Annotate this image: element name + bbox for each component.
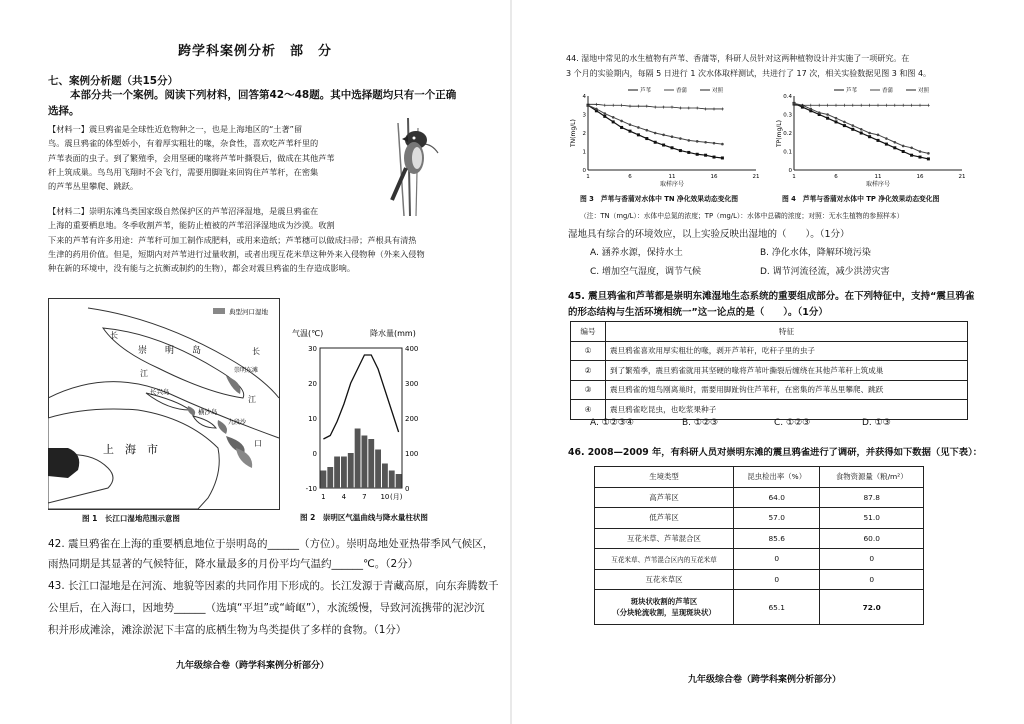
map-label-jiang-2: 江	[248, 395, 256, 404]
q45-option-b: B. ①②③	[682, 418, 719, 428]
map-label-chongming: 崇 明 岛	[138, 346, 202, 356]
data-point	[620, 104, 623, 107]
map-label-kou: 口	[254, 439, 262, 448]
data-point	[595, 108, 598, 111]
data-point	[902, 150, 905, 153]
data-point	[603, 115, 606, 118]
temperature-line	[323, 355, 398, 439]
table-cell: 低芦苇区	[595, 508, 734, 529]
map-label-chang: 长	[110, 331, 118, 340]
precip-bar	[362, 436, 368, 489]
table-header-cell: 食物资源量（粮/m²）	[820, 467, 924, 488]
map-label-hengsha: 横沙岛	[198, 408, 218, 416]
material-1-line: 【材料一】震旦鸦雀是全球性近危物种之一，也是上海地区的“土著”留	[48, 124, 303, 134]
table-cell	[595, 590, 734, 625]
right-footer: 九年级综合卷（跨学科案例分析部分）	[688, 675, 842, 685]
material-2	[48, 204, 468, 276]
y-tick-label-left: 30	[308, 345, 317, 353]
material-1-line: 鸟。震旦鸦雀的体型娇小，有着厚实粗壮的喙，杂食性，喜欢吃芦苇秆里的	[48, 138, 319, 149]
x-tick-label: 7	[362, 493, 367, 501]
y-tick-label: 0.3	[783, 112, 792, 119]
precip-bar	[355, 429, 361, 489]
data-point	[662, 134, 665, 137]
data-point	[704, 154, 707, 157]
q42-line-2: 雨热同期是其显著的气候特征，降水量最多的月份平均气温约______℃。（2分）	[48, 558, 419, 570]
data-point	[704, 107, 707, 110]
table-cell: ②	[571, 361, 606, 381]
data-point	[629, 123, 632, 126]
table-cell: ③	[571, 380, 606, 400]
x-tick-label: 16	[710, 174, 718, 180]
q44-option-c: C. 增加空气湿度，调节气候	[590, 267, 702, 277]
data-point	[835, 117, 838, 120]
x-tick-label: 21	[752, 174, 760, 180]
q44-question: 湿地具有综合的环境效应，以上实验反映出湿地的（ ）。（1分）	[568, 229, 850, 240]
data-point	[721, 143, 724, 146]
data-point	[671, 135, 674, 138]
y-tick-label: 0.4	[783, 94, 792, 100]
data-point	[852, 124, 855, 127]
intro-line-2: 选择。	[48, 105, 80, 117]
y-axis-title: TN(mg/L)	[570, 119, 577, 147]
x-axis-title: (月)	[390, 493, 403, 501]
y-tick-label: 0	[582, 168, 586, 174]
data-point	[687, 151, 690, 154]
x-tick-label: 1	[321, 493, 326, 501]
map-label-chang-2: 长	[252, 347, 260, 356]
q44-line-1: 44. 湿地中常见的水生植物有芦苇、香蒲等，科研人员针对这两种植物设计并实施了一项研究。在	[566, 54, 910, 63]
x-tick-label: 6	[834, 174, 838, 180]
legend-label: 芦苇	[640, 88, 652, 94]
data-point	[919, 156, 922, 159]
data-point	[927, 152, 930, 155]
data-point	[679, 137, 682, 140]
data-point	[877, 139, 880, 142]
data-point	[654, 106, 657, 109]
data-point	[919, 104, 922, 107]
map-caption: 图 1 长江口湿地范围示意图	[82, 514, 180, 523]
data-point	[885, 143, 888, 146]
data-point	[713, 107, 716, 110]
data-point	[894, 141, 897, 144]
table-row	[571, 400, 968, 420]
data-point	[721, 107, 724, 110]
data-point	[868, 132, 871, 135]
x-axis-title: 取样序号	[659, 181, 685, 188]
x-tick-label: 6	[628, 174, 632, 180]
data-point	[645, 105, 648, 108]
data-point	[910, 147, 913, 150]
table-row	[571, 361, 968, 381]
x-tick-label: 10	[380, 493, 390, 501]
y-tick-label: 1	[582, 149, 586, 156]
data-point	[843, 121, 846, 124]
table-cell: 高芦苇区	[595, 487, 734, 508]
section-heading: 七、案例分析题（共15分）	[48, 75, 179, 87]
data-point	[860, 132, 863, 135]
data-point	[860, 104, 863, 107]
x-tick-label: 1	[586, 174, 590, 180]
page-title: 跨学科案例分析 部 分	[178, 44, 333, 59]
table-row	[595, 508, 924, 529]
table-row	[595, 549, 924, 570]
data-point	[612, 120, 615, 123]
legend-label: 芦苇	[846, 88, 858, 94]
data-point	[620, 126, 623, 129]
legend-label: 对照	[712, 88, 724, 94]
data-point	[893, 104, 896, 107]
material-1-line: 芦苇表面的虫子。到了繁殖季，会用坚硬的喙将芦苇叶撕裂后，做成在其他芦苇	[48, 152, 335, 163]
table-cell: 57.0	[734, 508, 820, 529]
legend-label: 对照	[918, 88, 930, 94]
material-2-line: 生津的药用价值。但是，短期内对芦苇进行过量收割，或者出现互花米草这种外来入侵物种（外来入侵物	[48, 249, 425, 260]
y-tick-label-right: 300	[405, 380, 419, 388]
data-point	[629, 105, 632, 108]
table-cell-line: （分块轮流收割，呈现斑块状）	[612, 608, 716, 617]
table-cell: 互花米草、芦苇混合区	[595, 528, 734, 549]
y-tick-label-left: 20	[308, 380, 317, 388]
precip-bar	[375, 450, 381, 489]
data-point	[826, 113, 829, 116]
right-page	[512, 0, 1024, 724]
table-cell: 85.6	[734, 528, 820, 549]
data-point	[809, 104, 812, 107]
y-tick-label-right: 100	[405, 450, 419, 458]
map-label-changxing: 长兴岛	[150, 388, 170, 396]
table-header-cell: 生境类型	[595, 467, 734, 488]
data-point	[868, 135, 871, 138]
left-footer: 九年级综合卷（跨学科案例分析部分）	[176, 661, 330, 671]
table-cell: 互花米草、芦苇混合区内的互花米草	[595, 549, 734, 570]
y-tick-label: 0.1	[783, 149, 792, 156]
y-axis-title-right: 降水量(mm)	[370, 329, 416, 338]
data-point	[654, 132, 657, 135]
y-tick-label-right: 200	[405, 415, 419, 423]
table-header-cell: 特征	[606, 322, 968, 342]
table-cell: ④	[571, 400, 606, 420]
data-point	[687, 107, 690, 110]
data-point	[671, 106, 674, 109]
material-2-line: 种在新的环境中，没有能与之抗衡或制约的生物），都会对震旦鸦雀的生存造成影响。	[48, 263, 356, 274]
table-cell: 0	[734, 569, 820, 590]
material-1-line: 的芦苇丛里攀爬、跳跃。	[48, 181, 139, 192]
precip-bar	[334, 457, 340, 489]
table-cell: 震旦鸦雀喜欢用厚实粗壮的喙，剥开芦苇秆，吃秆子里的虫子	[606, 341, 968, 361]
y-tick-label-right: 0	[405, 485, 410, 493]
table-cell-line: 斑块状收割的芦苇区	[630, 597, 698, 606]
data-point	[902, 145, 905, 148]
figure-note: （注：TN（mg/L）：水体中总氮的浓度；TP（mg/L）：水体中总磷的浓度；对照：无水生植物的参照样本）	[580, 212, 904, 220]
y-tick-label: 4	[582, 94, 586, 100]
q42-line-1: 42. 震旦鸦雀在上海的重要栖息地位于崇明岛的______（方位）。崇明岛地处亚热带季风气候区，	[48, 538, 494, 550]
q45-option-d: D. ①③	[862, 418, 891, 428]
q44-option-b: B. 净化水体，降解环境污染	[760, 248, 871, 258]
x-tick-label: 16	[916, 174, 924, 180]
q46-table	[594, 466, 924, 625]
table-cell: 震旦鸦雀吃昆虫，也吃浆果种子	[606, 400, 968, 420]
fig4-caption: 图 4 芦苇与香蒲对水体中 TP 净化效果动态变化图	[782, 195, 940, 203]
data-point	[868, 104, 871, 107]
data-point	[843, 104, 846, 107]
legend-label: 香蒲	[676, 88, 688, 94]
legend-label: 香蒲	[882, 88, 894, 94]
data-point	[818, 111, 821, 114]
y-tick-label-left: 10	[308, 415, 317, 423]
table-header-row	[595, 467, 924, 488]
table-cell: 64.0	[734, 487, 820, 508]
q43-line-2: 公里后，在入海口，因地势______（选填“平坦”或“崎岖”），水流缓慢，导致河流携带的泥沙沉	[48, 602, 485, 614]
map-label-shanghai: 上 海 市	[103, 443, 158, 456]
data-point	[877, 134, 880, 137]
table-cell: 60.0	[820, 528, 924, 549]
table-row	[595, 487, 924, 508]
data-point	[704, 141, 707, 144]
precip-bar	[321, 471, 327, 489]
tn-chart	[568, 84, 764, 190]
material-2-line: 下来的芦苇有许多用途：芦苇秆可加工制作成肥料，或用来造纸；芦苇穗可以做成扫帚；芦根具有清热	[48, 234, 417, 245]
climate-chart	[290, 326, 430, 510]
material-1	[48, 122, 364, 194]
data-point	[595, 103, 598, 106]
data-point	[612, 116, 615, 119]
precip-bar	[327, 467, 333, 488]
data-point	[877, 104, 880, 107]
table-row	[595, 528, 924, 549]
x-tick-label: 21	[958, 174, 966, 180]
table-cell: 51.0	[820, 508, 924, 529]
y-tick-label: 2	[582, 131, 586, 137]
y-tick-label-right: 400	[405, 345, 419, 353]
data-point	[826, 104, 829, 107]
data-point	[662, 144, 665, 147]
table-cell: 72.0	[820, 590, 924, 625]
q45-table	[570, 321, 968, 420]
data-point	[612, 104, 615, 107]
y-tick-label: 0	[788, 168, 792, 174]
material-1-line: 秆上筑成巢。鸟鸟用飞翔时不会飞行，需要用脚趾来回钩住芦苇秆，在密集	[48, 167, 319, 178]
data-point	[810, 108, 813, 111]
precip-bar	[348, 453, 354, 488]
q44-option-a: A. 涵养水源，保持水土	[590, 248, 683, 258]
table-cell: 0	[734, 549, 820, 570]
q45-option-c: C. ①②③	[774, 418, 811, 428]
data-point	[604, 112, 607, 115]
data-point	[679, 107, 682, 110]
data-point	[919, 150, 922, 153]
y-axis-title: TP(mg/L)	[776, 120, 783, 147]
table-cell: 0	[820, 569, 924, 590]
map-label-jiuduan: 九段沙	[228, 419, 247, 426]
q43-line-3: 积并形成滩涂，滩涂淤泥下丰富的底栖生物为鸟类提供了多样的食物。（1分）	[48, 624, 407, 636]
table-cell: ①	[571, 341, 606, 361]
yangtze-estuary-map	[48, 298, 280, 510]
q46-line: 46. 2008—2009 年，有科研人员对崇明东滩的震旦鸦雀进行了调研，并获得如下数据（见下表）：	[568, 447, 983, 458]
precip-bar	[389, 471, 395, 489]
table-header-cell: 昆虫检出率（%）	[734, 467, 820, 488]
series-line	[588, 105, 722, 158]
x-tick-label: 11	[668, 174, 676, 180]
y-tick-label: 3	[582, 112, 586, 119]
q45-line-2: 的形态结构与生活环境相统一”这一论点的是（ ）。（1分）	[568, 307, 828, 318]
x-axis-title: 取样序号	[865, 181, 891, 188]
precip-bar	[382, 464, 388, 489]
data-point	[603, 104, 606, 107]
data-point	[835, 120, 838, 123]
material-2-line: 【材料二】崇明东滩鸟类国家级自然保护区的芦苇沼泽湿地，是震旦鸦雀在	[48, 206, 319, 216]
q43-line-1: 43. 长江口湿地是在河流、地貌等因素的共同作用下形成的。长江发源于青藏高原，向东奔腾数千	[48, 580, 499, 592]
bird-illustration	[368, 118, 448, 216]
table-row	[571, 380, 968, 400]
series-line	[794, 103, 928, 158]
data-point	[910, 154, 913, 157]
q44-line-2: 3 个月的实验期内，每隔 5 日进行 1 次水体取样测试，共进行了 17 次，相关实验数据见图 3 和图 4。	[566, 69, 932, 78]
data-point	[645, 137, 648, 140]
table-cell: 87.8	[820, 487, 924, 508]
data-point	[885, 104, 888, 107]
x-tick-label: 1	[792, 174, 796, 180]
data-point	[679, 149, 682, 152]
data-point	[662, 106, 665, 109]
data-point	[646, 129, 649, 132]
table-cell: 震旦鸦雀的翅鸟刚离巢时，需要用脚趾钩住芦苇秆，在密集的芦苇丛里攀爬、跳跃	[606, 380, 968, 400]
precip-bar	[341, 457, 347, 489]
climate-caption: 图 2 崇明区气温曲线与降水量柱状图	[300, 513, 428, 522]
table-row	[595, 590, 924, 625]
data-point	[637, 105, 640, 108]
table-row	[571, 341, 968, 361]
data-point	[654, 141, 657, 144]
data-point	[721, 156, 724, 159]
data-point	[696, 153, 699, 156]
table-cell: 0	[820, 549, 924, 570]
precip-bar	[368, 439, 374, 488]
table-cell: 65.1	[734, 590, 820, 625]
map-label-dongtan: 崇明东滩	[234, 367, 259, 374]
data-point	[835, 104, 838, 107]
x-tick-label: 11	[874, 174, 882, 180]
map-legend-label: 典型河口湿地	[229, 308, 268, 316]
data-point	[826, 117, 829, 120]
material-2-line: 上海的重要栖息地。冬季收割芦苇，能防止植被的芦苇沼泽湿地成为沙漠。收割	[48, 220, 335, 231]
y-axis-title-left: 气温(℃)	[292, 329, 324, 338]
data-point	[637, 133, 640, 136]
data-point	[927, 157, 930, 160]
data-point	[851, 128, 854, 131]
data-point	[696, 107, 699, 110]
q44-option-d: D. 调节河流径流，减少洪涝灾害	[760, 267, 890, 277]
data-point	[885, 137, 888, 140]
table-header-cell: 编号	[571, 322, 606, 342]
data-point	[620, 120, 623, 123]
data-point	[910, 104, 913, 107]
data-point	[860, 128, 863, 131]
y-tick-label-left: 0	[312, 450, 317, 458]
fig3-caption: 图 3 芦苇与香蒲对水体中 TN 净化效果动态变化图	[580, 195, 739, 203]
data-point	[843, 124, 846, 127]
data-point	[818, 104, 821, 107]
legend-swatch	[213, 308, 225, 314]
table-row	[595, 569, 924, 590]
table-cell: 到了繁殖季，震旦鸦雀就用其坚硬的喙将芦苇叶撕裂后缠绕在其他芦苇秆上筑成巢	[606, 361, 968, 381]
data-point	[629, 130, 632, 133]
data-point	[696, 140, 699, 143]
intro-line-1: 本部分共一个案例。阅读下列材料，回答第42～48题。其中选择题均只有一个正确	[70, 89, 457, 101]
data-point	[927, 104, 930, 107]
x-tick-label: 4	[341, 493, 347, 501]
table-cell: 互花米草区	[595, 569, 734, 590]
data-point	[671, 146, 674, 149]
table-header-row	[571, 322, 968, 342]
data-point	[688, 139, 691, 142]
y-tick-label: 0.2	[783, 131, 792, 137]
data-point	[902, 104, 905, 107]
q45-line-1: 45. 震旦鸦雀和芦苇都是崇明东滩湿地生态系统的重要组成部分。在下列特征中，支持“震旦鸦雀	[568, 291, 975, 302]
tp-chart	[774, 84, 970, 190]
data-point	[851, 104, 854, 107]
data-point	[893, 146, 896, 149]
series-line	[588, 105, 722, 144]
map-label-jiang: 江	[140, 369, 148, 378]
precip-bar	[396, 474, 402, 488]
q45-option-a: A. ①②③④	[590, 418, 634, 428]
y-tick-label-left: -10	[305, 485, 317, 493]
data-point	[637, 126, 640, 129]
data-point	[713, 142, 716, 145]
data-point	[713, 156, 716, 159]
